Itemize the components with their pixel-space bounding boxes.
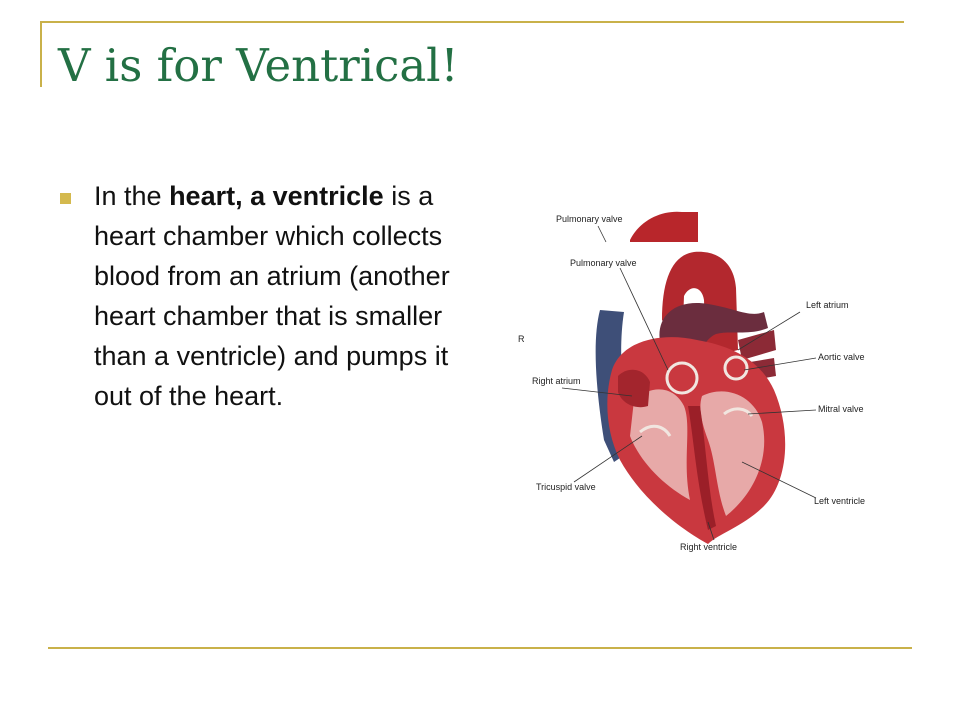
label-mitral-valve: Mitral valve [818, 404, 864, 414]
bullet-text-end: is a heart chamber which collects blood from an atrium (another heart chamber that is smaller than a ventricle) and pumps it out of the heart. [94, 181, 450, 411]
label-aortic-valve: Aortic valve [818, 352, 865, 362]
bullet-text-start: In the [94, 181, 170, 211]
bullet-bold-ventricle: ventricle [272, 181, 384, 211]
slide-title: V is for Ventrical! [58, 39, 459, 92]
label-right-atrium: Right atrium [532, 376, 581, 386]
label-right-ventricle: Right ventricle [680, 542, 738, 552]
label-left-atrium: Left atrium [806, 300, 849, 310]
frame-bottom-line [48, 647, 912, 649]
bullet-space [265, 181, 273, 211]
frame-top-line [40, 21, 904, 23]
bullet-item [60, 176, 460, 416]
square-bullet-icon [60, 193, 71, 204]
bullet-text [94, 176, 460, 416]
label-tricuspid-valve: Tricuspid valve [536, 482, 596, 492]
label-pulmonary-valve: Pulmonary valve [570, 258, 637, 268]
label-left-ventricle: Left ventricle [814, 496, 866, 506]
frame-left-line [40, 21, 42, 87]
bullet-bold-heart: heart, a [169, 181, 266, 211]
heart-diagram [512, 200, 882, 560]
label-stray-r: R [518, 334, 525, 344]
vessel-crop [630, 212, 698, 242]
label-pulmonary-valve-top: Pulmonary valve [556, 214, 623, 224]
